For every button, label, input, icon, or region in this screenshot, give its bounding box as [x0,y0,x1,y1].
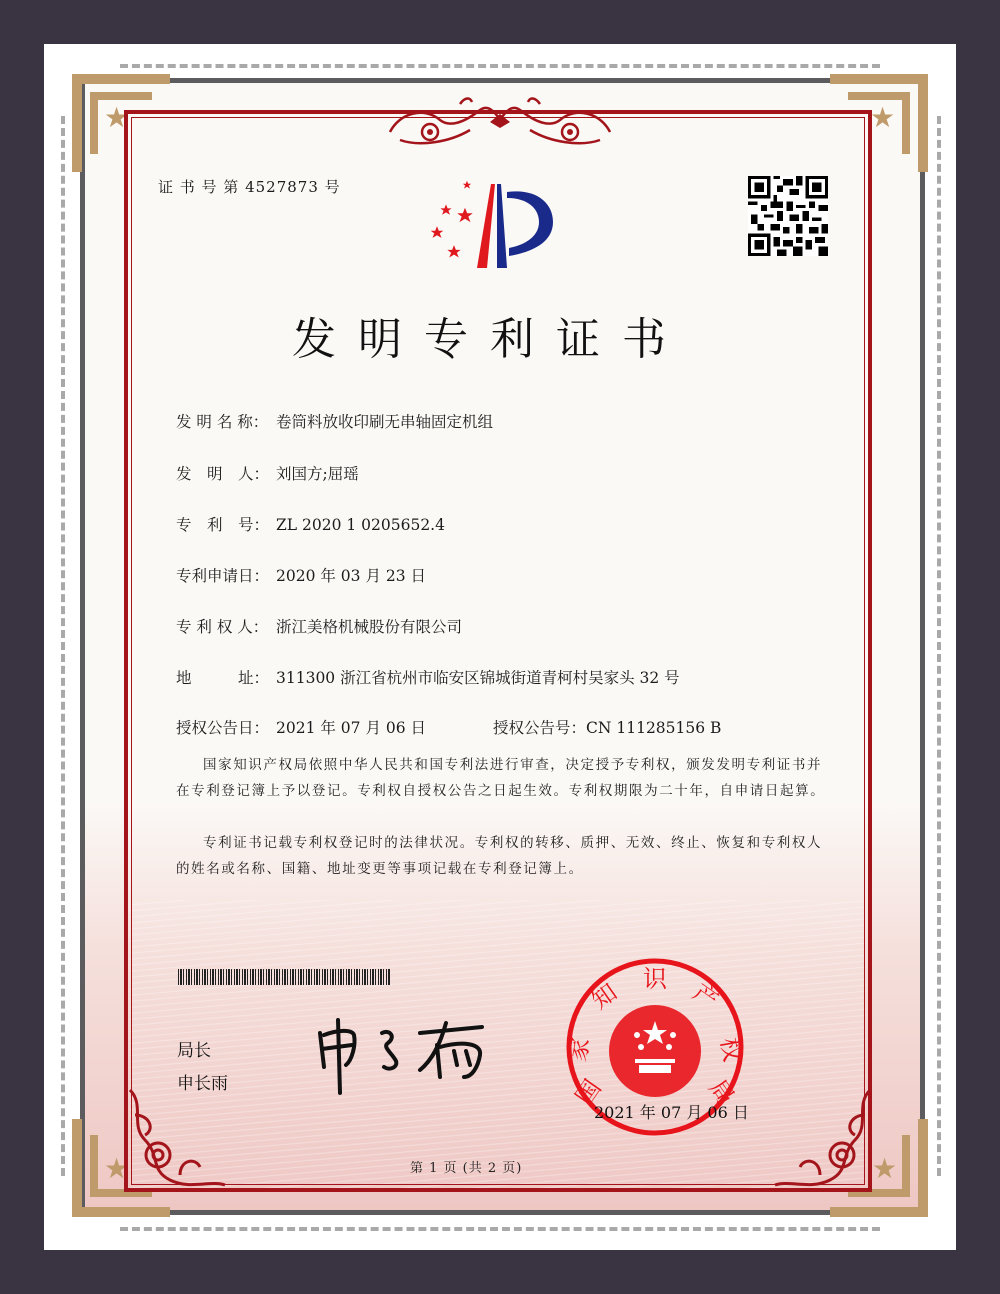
qr-code-icon [748,176,828,256]
field-value: 刘国方;屈瑶 [276,465,359,483]
svg-text:国: 国 [570,1074,607,1111]
field-label: 发 明 名 称： [176,413,269,431]
field-inventor [176,462,359,484]
svg-text:识: 识 [643,965,667,993]
page-title: 发明专利证书 [292,314,688,365]
field-value: 311300 浙江省杭州市临安区锦城街道青柯村吴家头 32 号 [276,669,680,687]
barcode-icon [178,969,390,985]
field-label: 授权公告日： [176,719,270,737]
gold-corner-top-left-inner [90,92,152,100]
ornament-dragon-icon [370,92,630,152]
field-value: 2020 年 03 月 23 日 [276,567,427,585]
field-value: 卷筒料放收印刷无串轴固定机组 [276,413,494,431]
gold-corner-bottom-left-v [72,1119,82,1217]
dashed-border-bottom [120,1227,880,1231]
statement-paragraph-1: 国家知识产权局依照中华人民共和国专利法进行审查，决定授予专利权，颁发发明专利证书并在专利登记簿上予以登记。专利权自授权公告之日起生效。专利权期限为二十年，自申请日起算。 [176,757,826,799]
gold-corner-top-right [830,74,928,84]
red-border-inner [131,117,865,1185]
svg-text:家: 家 [563,1035,595,1064]
field-label: 专 利 权 人： [176,618,269,636]
gold-corner-bottom-right-v [918,1119,928,1217]
field-label: 专 利 号： [176,516,270,534]
star-icon: ★ [104,1152,130,1185]
ornament-bottom-right-icon [770,1085,880,1195]
field-label: 地 址： [176,669,270,687]
field-address [176,666,680,688]
gold-corner-bottom-left [72,1207,170,1217]
cnipa-logo-icon [425,170,575,270]
seal-date: 2021 年 07 月 06 日 [594,1103,749,1122]
field-label: 发 明 人： [176,465,270,483]
field-value: ZL 2020 1 0205652.4 [276,516,445,534]
svg-text:知: 知 [586,978,623,1015]
gold-corner-top-right-inner-v [902,92,910,154]
gold-corner-top-left-inner-v [90,92,98,154]
dashed-border-right [937,116,941,1176]
gold-corner-top-right-v [918,74,928,172]
gold-corner-top-left [72,74,170,84]
gold-corner-bottom-left-inner-v [90,1135,98,1197]
field-application-date [176,564,426,586]
star-icon: ★ [870,101,896,134]
ornament-bottom-left-icon [120,1085,230,1195]
field-patent-number [176,513,445,535]
svg-text:局: 局 [703,1074,740,1111]
field-value: 2021 年 07 月 06 日 [276,719,427,737]
star-icon: ★ [104,101,130,134]
svg-text:权: 权 [715,1035,747,1064]
field-patentee [176,615,462,637]
signature-icon [312,1015,497,1095]
field-grant-date [176,716,426,738]
field-grant-publication-number [493,716,721,738]
page-indicator: 第 1 页 (共 2 页) [410,1161,523,1176]
field-value: CN 111285156 B [586,719,722,737]
field-label: 授权公告号： [493,719,587,737]
certificate-number: 证 书 号 第 4527873 号 [158,178,341,196]
signatory-name: 申长雨 [177,1074,228,1094]
gold-corner-bottom-right [830,1207,928,1217]
gold-corner-top-left-v [72,74,82,172]
svg-text:产: 产 [687,978,724,1015]
field-label: 专利申请日： [176,567,270,585]
dashed-border-top [120,64,880,68]
gold-corner-bottom-right-inner-v [902,1135,910,1197]
star-icon: ★ [872,1152,898,1185]
field-invention-name [176,410,493,432]
gold-corner-top-right-inner [848,92,910,100]
statement-paragraph-2: 专利证书记载专利权登记时的法律状况。专利权的转移、质押、无效、终止、恢复和专利权人的姓名或名称、国籍、地址变更等事项记载在专利登记簿上。 [176,835,823,877]
signatory-title: 局长 [177,1041,211,1061]
dashed-border-left [61,116,65,1176]
field-value: 浙江美格机械股份有限公司 [276,618,463,636]
